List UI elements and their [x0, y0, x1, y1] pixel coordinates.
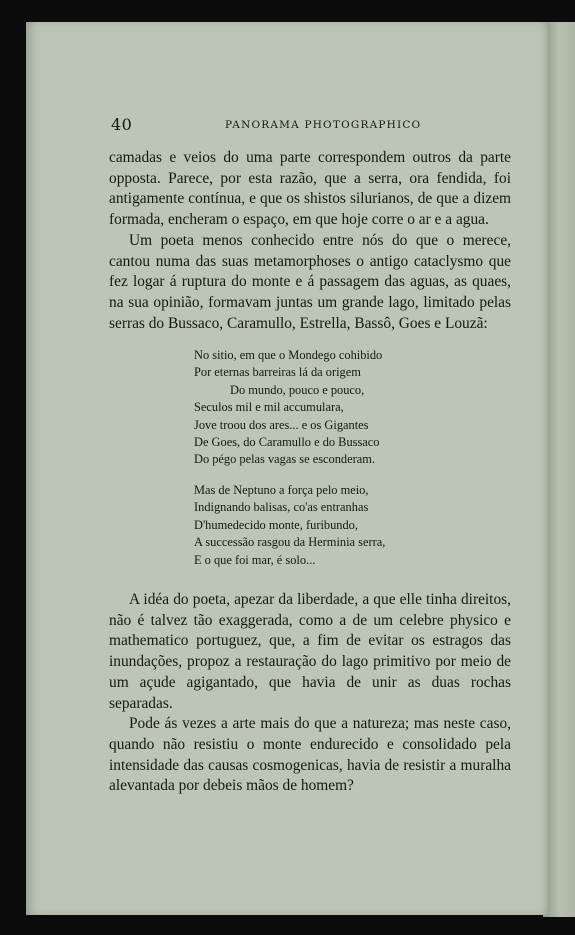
page-number: 40 [111, 115, 133, 134]
verse-line: Indignando balisas, co'as entranhas [194, 500, 369, 515]
verse-stanza [194, 347, 434, 469]
verse-line: Jove troou dos ares... e os Gigantes [194, 417, 369, 432]
verse-line: De Goes, do Caramullo e do Bussaco [194, 435, 380, 450]
prose-block-after-verse [109, 590, 511, 797]
verse-line: Por eternas barreiras lá da origem [194, 365, 361, 380]
verse-line: Seculos mil e mil accumulara, [194, 400, 344, 415]
paragraph: A idéa do poeta, apezar da liberdade, a que elle tinha direitos, não é talvez tão exaggerada, como a de um celebre physico e mathematico portuguez, que, a fim de evitar os estragos das inundações, propoz a restauração do lago primitivo por meio de um açude agigantado, que havia de unir as duas rochas separadas. [109, 591, 511, 712]
running-title: PANORAMA PHOTOGRAPHICO [225, 119, 422, 131]
paragraph: camadas e veios do uma parte correspondem outros da parte opposta. Parece, por esta razão, que a serra, ora fendida, foi antigamente contínua, e que os shistos silurianos, de que a dizem formada, encheram o espaço, em que hoje corre o ar e a agua. [109, 149, 511, 229]
book-page [26, 22, 548, 915]
prose-block-before-verse [109, 148, 511, 334]
verse-line: Mas de Neptuno a força pelo meio, [194, 483, 369, 497]
verse-line: No sitio, em que o Mondego cohibido [194, 348, 383, 362]
verse-stanza [194, 482, 434, 569]
paragraph: Um poeta menos conhecido entre nós do que o merece, cantou numa das suas metamorphoses o antigo cataclysmo que fez logar á ruptura do monte e á passagem das aguas, as quaes, na sua opinião, formavam juntas um grande lago, limitado pelas serras do Bussaco, Caramullo, Estrella, Bassô, Goes e Louzã: [109, 231, 511, 332]
verse-line: Do pégo pelas vagas se esconderam. [194, 452, 375, 467]
verse-line: Do mundo, pouco e pouco, [230, 382, 365, 397]
verse-line: E o que foi mar, é solo... [194, 552, 316, 567]
verse-line: D'humedecido monte, furibundo, [194, 517, 358, 532]
verse-line: A successão rasgou da Herminia serra, [194, 535, 386, 550]
page-header [111, 115, 511, 137]
paragraph: Pode ás vezes a arte mais do que a natureza; mas neste caso, quando não resistiu o monte endurecido e consolidado pela intensidade das causas cosmogenicas, havia de resistir a muralha alevantada por debeis mãos de homem? [109, 715, 511, 795]
